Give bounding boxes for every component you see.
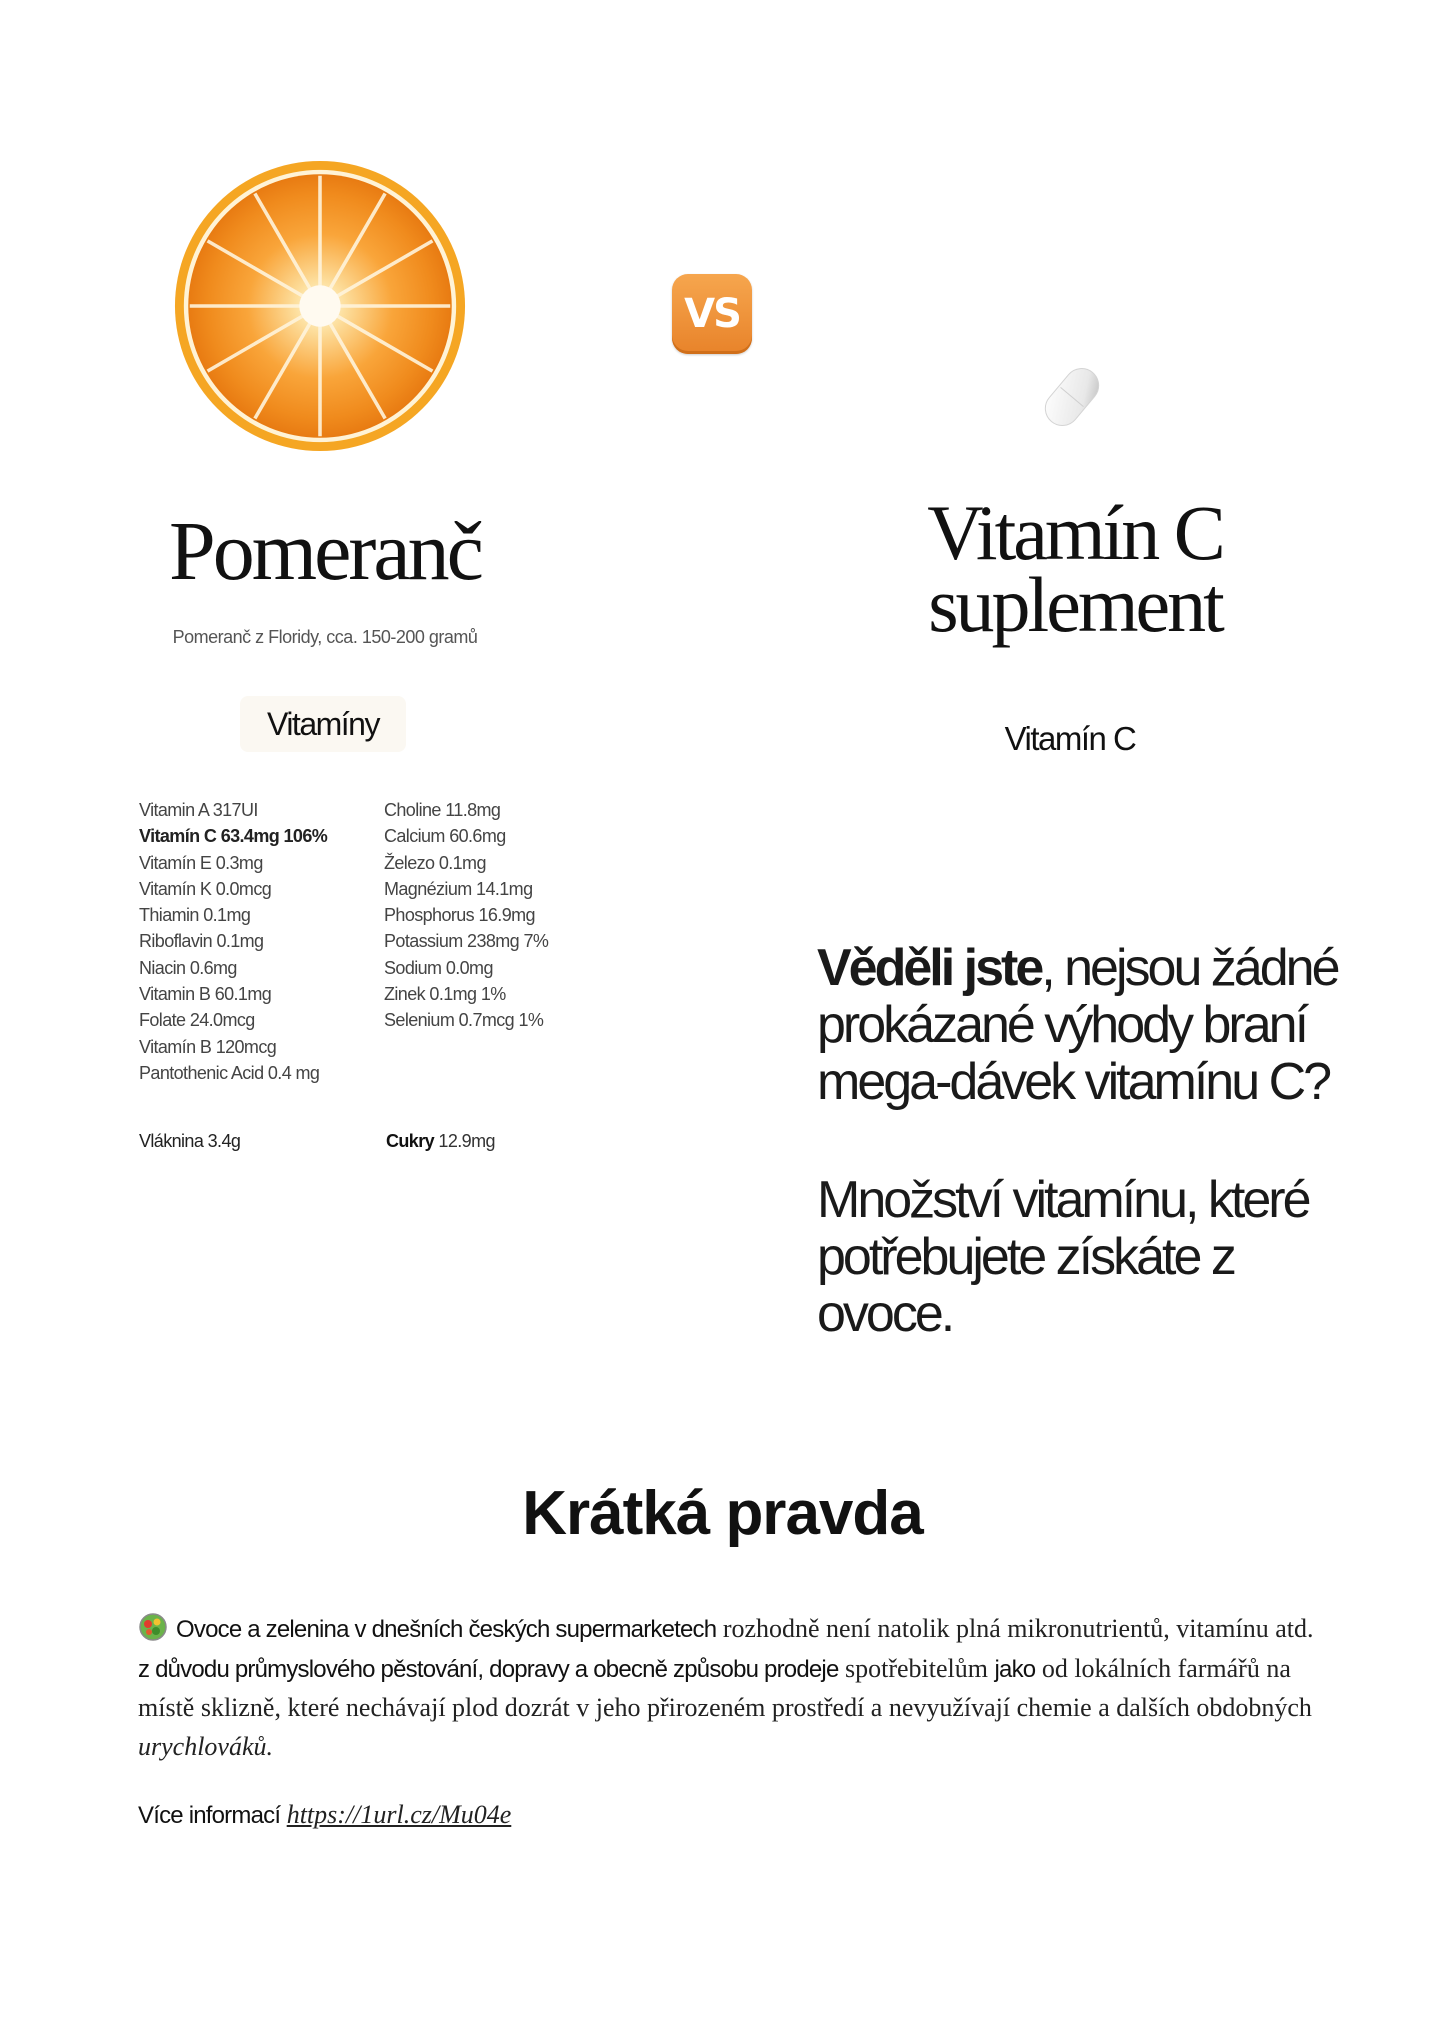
para-text-3: od lokálních farmářů na místě sklizně, které nechávají plod dozrát v jeho přirozeném prostředí a nevyužívají chemie a dalších obdobných [138,1653,1312,1722]
vs-icon: VS [672,274,752,354]
nutrient-list-minerals [384,797,548,1034]
sugar-amount: 12.9mg [434,1131,495,1151]
more-info-label: Více informací [138,1802,281,1829]
para-italic: urychlováků. [138,1731,274,1761]
orange-title: Pomeranč [169,505,481,598]
para-text-2: spotřebitelům [838,1653,995,1683]
nutrient-row: Riboflavin 0.1mg [139,931,264,952]
para-bold-1: Ovoce a zelenina v dnešních českých supermarketech [176,1616,717,1643]
nutrient-row: Vitamín C 63.4mg 106% [139,826,328,847]
section-title: Krátká pravda [522,1479,923,1548]
nutrient-row: Zinek 0.1mg 1% [384,984,506,1005]
supplement-title [830,489,1320,648]
nutrient-row: Calcium 60.6mg [384,826,506,847]
nutrient-row: Selenium 0.7mcg 1% [384,1010,544,1031]
nutrient-row: Vitamin B 60.1mg [139,984,272,1005]
sugar-value [386,1131,495,1152]
nutrient-row: Pantothenic Acid 0.4 mg [139,1062,320,1083]
fact-bold: Věděli jste [817,939,1042,997]
fact-rest: , nejsou žádné prokázané výhody braní mega-dávek vitamínu C? [817,939,1338,1111]
para-bold-3: jako [994,1655,1036,1683]
supplement-title-line2: suplement [928,561,1222,648]
para-bold-2: z důvodu průmyslového pěstování, dopravy a obecně způsobu prodeje [138,1655,839,1683]
nutrient-row: Železo 0.1mg [384,852,486,873]
nutrient-row: Phosphorus 16.9mg [384,905,535,926]
supplement-label: Vitamín C [1004,720,1136,757]
vitamins-label: Vitamíny [240,696,406,752]
fiber-value: Vláknina 3.4g [139,1131,241,1151]
more-info-link[interactable]: https://1url.cz/Mu04e [286,1800,512,1829]
orange-subtitle: Pomeranč z Floridy, cca. 150-200 gramů [172,627,478,647]
nutrient-row: Sodium 0.0mg [384,957,493,978]
sugar-label: Cukry [386,1131,435,1151]
nutrient-row: Vitamín K 0.0mcg [139,878,272,899]
nutrient-row: Niacin 0.6mg [139,957,237,978]
more-info [138,1800,511,1830]
orange-image [172,158,468,454]
supplement-title-line1: Vitamín C [927,489,1223,576]
fact-text [817,940,1377,1111]
nutrient-row: Potassium 238mg 7% [384,931,549,952]
nutrient-row: Folate 24.0mcg [139,1010,255,1031]
nutrient-row: Vitamín E 0.3mg [139,852,263,873]
nutrient-row: Vitamin A 317UI [139,800,258,820]
nutrient-list-vitamins [139,797,327,1086]
fact-text-2: Množství vitamínu, které potřebujete získáte z ovoce. [817,1171,1309,1343]
salad-icon [138,1612,168,1642]
section-paragraph [138,1610,1318,1766]
nutrient-row: Choline 11.8mg [384,800,501,820]
para-text-1: rozhodně není natolik plná mikronutrientů, vitamínu atd. [716,1614,1314,1643]
nutrient-row: Magnézium 14.1mg [384,878,533,899]
nutrient-row: Thiamin 0.1mg [139,905,251,926]
pill-image [1032,352,1112,442]
nutrient-row: Vitamín B 120mcg [139,1036,277,1057]
